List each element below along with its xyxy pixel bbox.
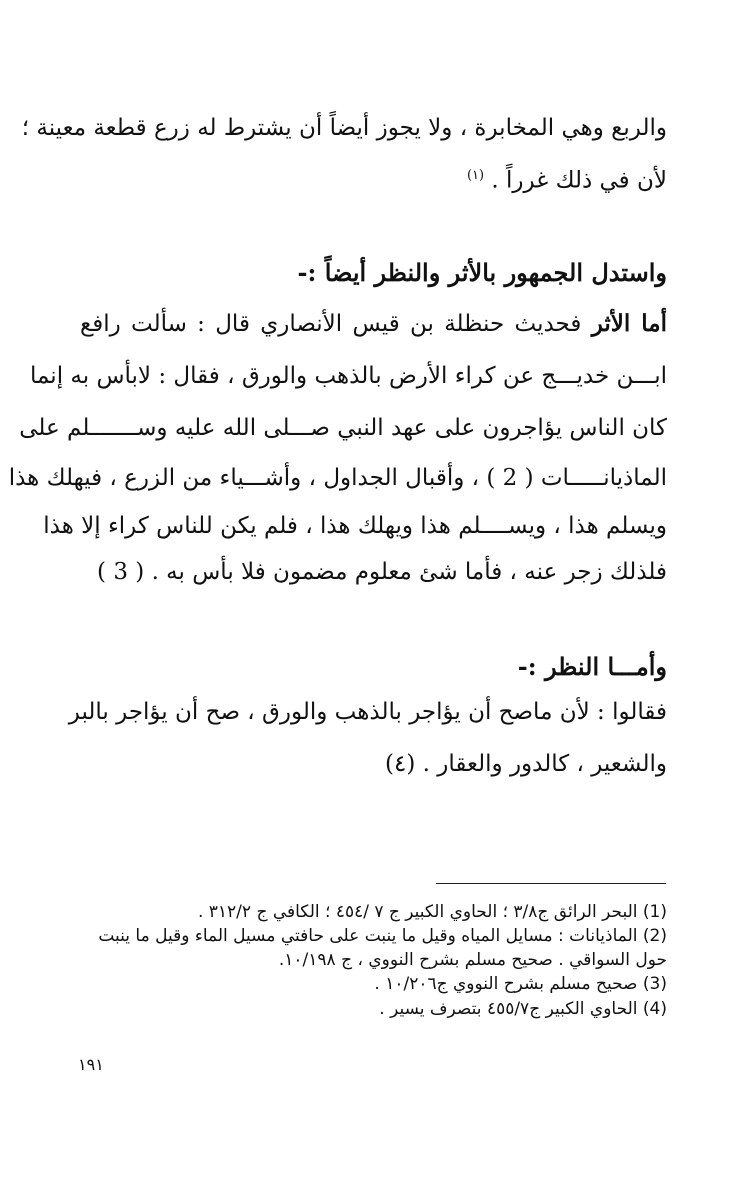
paragraph-1-line-2 xyxy=(80,156,667,201)
footnote-3: (3) صحيح مسلم بشرح النووي ج١٠/٢٠٦ . xyxy=(374,974,667,994)
paragraph-3-line-1: فقالوا : لأن ماصح أن يؤاجر بالذهب والورق ، صح أن يؤاجر بالبر xyxy=(68,699,667,725)
footnote-4: (4) الحاوي الكبير ج٤٥٥/٧ بتصرف يسير . xyxy=(379,999,667,1019)
paragraph-1-line-1: والربع وهي المخابرة ، ولا يجوز أيضاً أن يشترط له زرع قطعة معينة ؛ xyxy=(21,115,667,141)
paragraph-2-line-4: الماذيانـــــات ( 2 ) ، وأقبال الجداول ، وأشـــياء من الزرع ، فيهلك هذا xyxy=(8,465,667,491)
footnote-separator xyxy=(436,883,666,884)
footnote-1: (1) البحر الرائق ج٣/٨ ؛ الحاوي الكبير ج ٧ /٤٥٤ ؛ الكافي ج ٣١٢/٢ . xyxy=(197,902,667,922)
heading-reasoning: وأمـــا النظر :- xyxy=(517,652,667,681)
paragraph-2-line-1-text: فحديث حنظلة بن قيس الأنصاري قال : سألت رافع xyxy=(80,311,592,337)
paragraph-2-line-2: ابـــن خديـــج عن كراء الأرض بالذهب والورق ، فقال : لابأس به إنما xyxy=(30,363,667,389)
paragraph-2-line-6: فلذلك زجر عنه ، فأما شئ معلوم مضمون فلا بأس به . ( 3 ) xyxy=(97,559,667,585)
page-number: ١٩١ xyxy=(78,1055,104,1074)
footnote-2-line-2: حول السواقي . صحيح مسلم بشرح النووي ، ج ١٠/١٩٨. xyxy=(278,950,667,970)
paragraph-1-line-2-text: لأن في ذلك غرراً . xyxy=(491,167,667,194)
paragraph-2-line-5: ويسلم هذا ، ويســــلم هذا ويهلك هذا ، فلم يكن للناس كراء إلا هذا xyxy=(43,513,667,539)
paragraph-2-line-3: كان الناس يؤاجرون على عهد النبي صـــلى الله عليه وســـــــلم على xyxy=(19,415,667,441)
paragraph-2-lead: أما الأثر xyxy=(591,310,667,337)
paragraph-3-line-2: والشعير ، كالدور والعقار . (٤) xyxy=(385,751,667,777)
paragraph-2-line-1 xyxy=(80,304,667,344)
heading-evidence: واستدل الجمهور بالأثر والنظر أيضاً :- xyxy=(297,258,667,287)
footnote-ref-1: (١) xyxy=(466,168,485,183)
footnote-2-line-1: (2) الماذيانات : مسايل المياه وقيل ما ينبت على حافتي مسيل الماء وقيل ما ينبت xyxy=(98,926,667,946)
